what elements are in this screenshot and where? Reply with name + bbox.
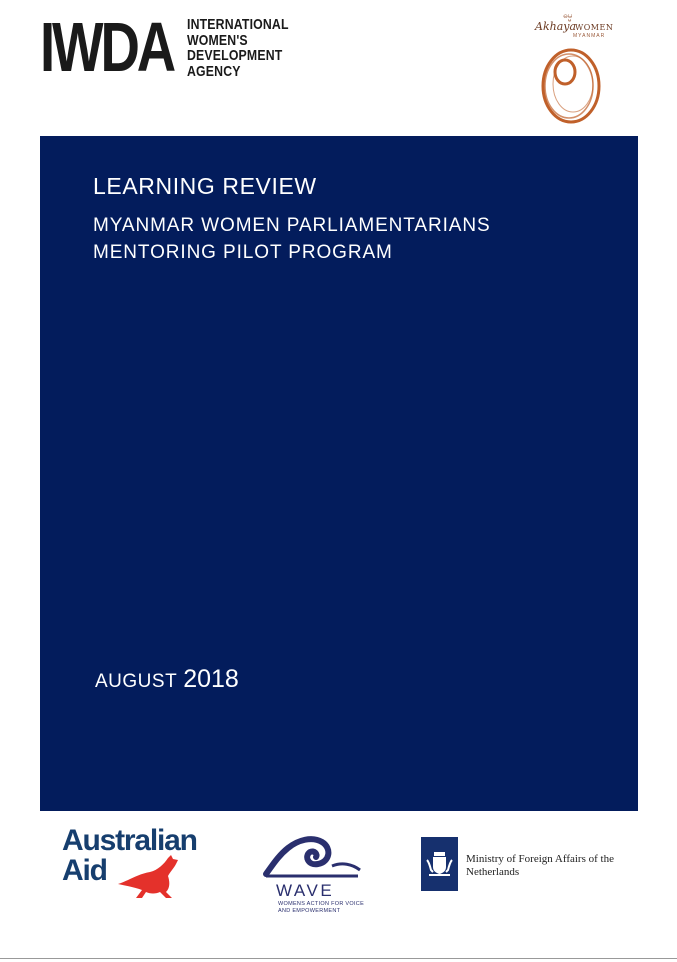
report-date-month: AUGUST	[95, 671, 178, 692]
iwda-line-2: WOMEN'S	[186, 31, 248, 49]
netherlands-line-2: Netherlands	[466, 866, 520, 878]
bottom-divider	[0, 958, 677, 959]
netherlands-line-1: Ministry of Foreign Affairs of the	[466, 853, 614, 865]
netherlands-ministry-text	[466, 853, 614, 879]
report-date-year: 2018	[183, 665, 239, 693]
coat-of-arms-icon	[425, 850, 454, 878]
australian-aid-logo	[62, 824, 212, 904]
iwda-logo	[40, 8, 311, 86]
wave-logo	[258, 826, 368, 918]
wave-name: WAVE	[276, 881, 335, 900]
akhaya-name: Akhaya	[535, 20, 577, 33]
report-subtitle	[93, 212, 491, 266]
netherlands-ministry-logo	[421, 837, 651, 893]
iwda-line-3: DEVELOPMENT	[186, 47, 283, 64]
report-date	[95, 665, 239, 694]
iwda-line-4: AGENCY	[186, 62, 241, 80]
subtitle-line-2: MENTORING PILOT PROGRAM	[93, 242, 393, 263]
akhaya-script: ဓမ္မ	[563, 11, 573, 20]
akhaya-country-label: MYANMAR	[573, 33, 606, 39]
wave-swirl-icon	[262, 826, 362, 880]
australian-aid-line-2: Aid	[62, 854, 107, 887]
iwda-logo-mark: IWDA	[40, 8, 174, 86]
netherlands-emblem-box	[421, 837, 458, 891]
report-title: LEARNING REVIEW	[93, 173, 317, 199]
wave-subtitle: WOMENS ACTION FOR VOICE AND EMPOWERMENT	[278, 901, 365, 914]
iwda-logo-text	[187, 17, 289, 79]
subtitle-line-1: MYANMAR WOMEN PARLIAMENTARIANS	[93, 215, 491, 236]
kangaroo-icon	[116, 854, 188, 902]
cover-panel	[40, 136, 638, 811]
akhaya-women-logo	[525, 8, 625, 126]
akhaya-circle-icon	[535, 42, 611, 126]
iwda-line-1: INTERNATIONAL	[186, 16, 289, 33]
australian-aid-line-1: Australian	[62, 824, 197, 857]
akhaya-women-label: WOMEN	[575, 23, 614, 32]
